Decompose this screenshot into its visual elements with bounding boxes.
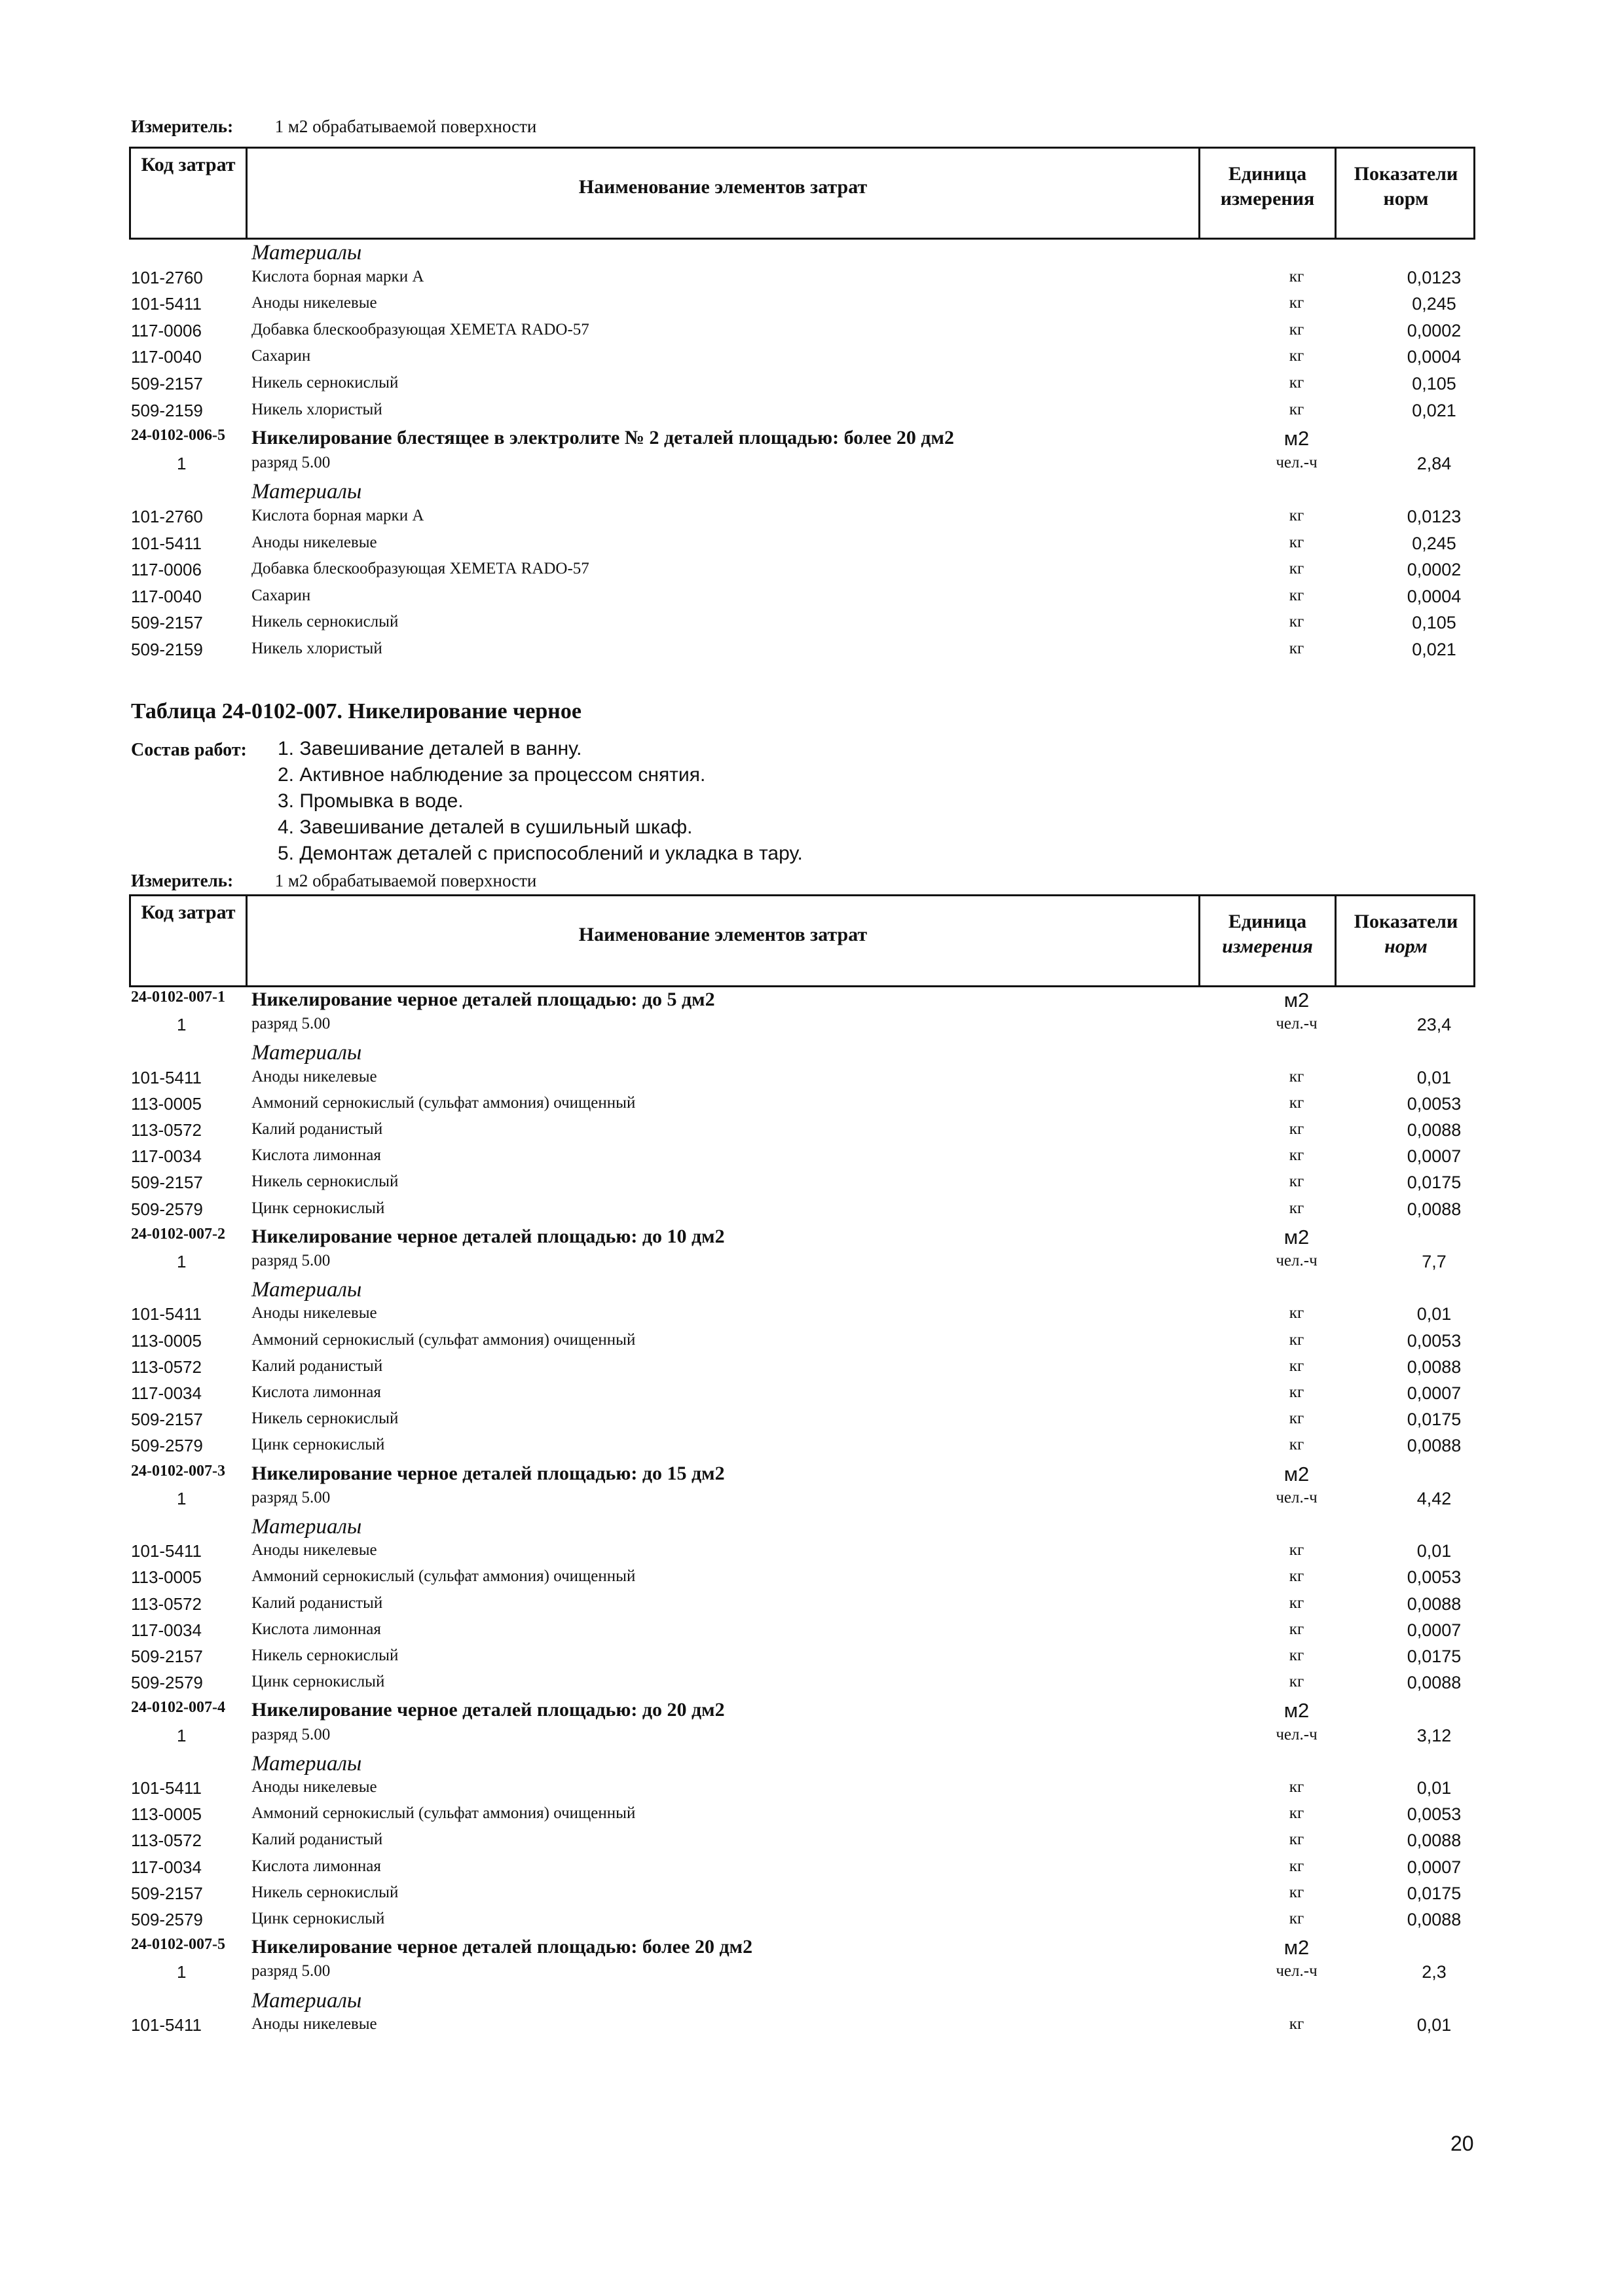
norm-value: 0,0002 — [1407, 560, 1462, 580]
cost-code: 1 — [177, 1252, 187, 1271]
unit-cell: кг — [1289, 1093, 1304, 1112]
table-row — [0, 1146, 1624, 1173]
unit-cell: кг — [1289, 1910, 1304, 1927]
cost-code: 101-5411 — [131, 1541, 202, 1561]
section-row — [0, 241, 1624, 267]
table-row — [0, 1252, 1624, 1278]
table-row — [0, 347, 1624, 373]
norm-value: 23,4 — [1416, 1015, 1452, 1035]
unit-cell: кг — [1289, 533, 1304, 551]
element-name: Аноды никелевые — [251, 2014, 377, 2033]
unit-cell: чел.-ч — [1276, 1962, 1318, 1980]
norm-value: 0,0088 — [1407, 1120, 1462, 1140]
norm-value: 0,0123 — [1407, 507, 1462, 526]
element-name: Никелирование черное деталей площадью: до 15 дм2 — [251, 1462, 725, 1484]
item-row — [0, 1936, 1624, 1962]
norm-value: 0,0007 — [1407, 1383, 1462, 1403]
table-row — [0, 321, 1624, 347]
cost-code: 117-0034 — [131, 1146, 202, 1167]
unit-cell: кг — [1289, 347, 1304, 365]
norm-value: 0,0123 — [1407, 267, 1462, 287]
norm-value: 0,0053 — [1407, 1567, 1462, 1588]
table-row — [0, 1436, 1624, 1462]
cost-code: 509-2579 — [131, 1910, 203, 1929]
element-name: Сахарин — [251, 347, 311, 365]
table-row — [0, 613, 1624, 639]
cost-code: 1 — [177, 1962, 187, 1982]
unit-cell: кг — [1289, 1173, 1304, 1191]
table-row — [0, 1857, 1624, 1884]
element-name: Кислота лимонная — [251, 1146, 381, 1165]
table-row — [0, 1804, 1624, 1831]
norm-value: 0,0053 — [1407, 1804, 1462, 1825]
norm-value: 0,0004 — [1407, 586, 1462, 606]
table-row — [0, 1910, 1624, 1936]
element-name: Цинк сернокислый — [251, 1436, 385, 1454]
table-row — [0, 1068, 1624, 1094]
cost-code: 113-0572 — [131, 1120, 202, 1140]
cost-code: 113-0572 — [131, 1831, 202, 1851]
element-name: Кислота лимонная — [251, 1857, 381, 1875]
unit-cell: кг — [1289, 1383, 1304, 1401]
section-row — [0, 1515, 1624, 1541]
table-row — [0, 1567, 1624, 1594]
unit-cell: кг — [1289, 2014, 1304, 2033]
unit-cell: кг — [1289, 1883, 1304, 1901]
section-row — [0, 1278, 1624, 1304]
norm-value: 0,245 — [1412, 533, 1456, 553]
unit-cell: кг — [1289, 400, 1304, 418]
page-number: 20 — [1450, 2132, 1474, 2155]
element-name: Цинк сернокислый — [251, 1910, 385, 1927]
unit-cell: м2 — [1283, 1936, 1310, 1959]
table-row — [0, 1726, 1624, 1752]
norm-value: 0,0088 — [1407, 1831, 1462, 1851]
element-name: Никель сернокислый — [251, 613, 399, 631]
element-name: разряд 5.00 — [251, 1962, 331, 1980]
element-name: Цинк сернокислый — [251, 1199, 385, 1217]
norm-value: 0,0175 — [1407, 1410, 1462, 1430]
norm-value: 0,0007 — [1407, 1620, 1462, 1640]
unit-cell: кг — [1289, 267, 1304, 285]
table-row — [0, 1383, 1624, 1410]
element-name: Никелирование черное деталей площадью: до 10 дм2 — [251, 1225, 725, 1247]
element-name: Аноды никелевые — [251, 533, 377, 551]
element-name: Аноды никелевые — [251, 294, 377, 312]
unit-cell: м2 — [1283, 1462, 1310, 1485]
cost-code: 117-0006 — [131, 320, 202, 340]
table-row — [0, 1357, 1624, 1383]
norm-value: 0,105 — [1412, 613, 1456, 633]
norm-value: 0,021 — [1412, 400, 1456, 420]
item-row — [0, 1226, 1624, 1252]
cost-code: 117-0034 — [131, 1383, 202, 1403]
norm-value: 0,0002 — [1407, 320, 1462, 340]
cost-code: 509-2159 — [131, 640, 203, 659]
element-name: Аммоний сернокислый (сульфат аммония) очищенный — [251, 1804, 636, 1823]
element-name: Аммоний сернокислый (сульфат аммония) очищенный — [251, 1093, 636, 1112]
item-row — [0, 1699, 1624, 1725]
unit-cell: кг — [1289, 640, 1304, 657]
unit-cell: чел.-ч — [1276, 1725, 1318, 1743]
unit-cell: кг — [1289, 1567, 1304, 1586]
unit-cell: кг — [1289, 613, 1304, 631]
section-label: Материалы — [251, 1041, 362, 1065]
element-name: Никелирование блестящее в электролите № 2 деталей площадью: более 20 дм2 — [251, 427, 954, 449]
table-row — [0, 1884, 1624, 1910]
cost-code: 113-0572 — [131, 1594, 202, 1614]
unit-cell: м2 — [1283, 427, 1310, 450]
cost-code: 117-0040 — [131, 347, 202, 367]
unit-cell: чел.-ч — [1276, 1252, 1318, 1269]
element-name: Аммоний сернокислый (сульфат аммония) очищенный — [251, 1567, 636, 1586]
unit-cell: кг — [1289, 1146, 1304, 1165]
norm-value: 0,0088 — [1407, 1357, 1462, 1377]
header2-name: Наименование элементов затрат — [578, 924, 868, 945]
cost-code: 101-5411 — [131, 294, 202, 314]
element-name: Сахарин — [251, 586, 311, 604]
unit-cell: кг — [1289, 1199, 1304, 1217]
table-row — [0, 294, 1624, 320]
table-row — [0, 560, 1624, 586]
table-row — [0, 1620, 1624, 1647]
header2-unit-b: измерения — [1222, 936, 1313, 957]
item-row — [0, 989, 1624, 1015]
table-row — [0, 1831, 1624, 1857]
table-header-2 — [129, 894, 1475, 987]
norm-value: 0,021 — [1412, 640, 1456, 659]
header-name: Наименование элементов затрат — [578, 176, 868, 198]
cost-code: 113-0005 — [131, 1093, 202, 1114]
table-row — [0, 454, 1624, 480]
header-unit-a: Единица — [1228, 163, 1307, 185]
table-row — [0, 374, 1624, 400]
table-row — [0, 534, 1624, 560]
element-name: Аноды никелевые — [251, 1067, 377, 1085]
header-unit-b: измерения — [1220, 188, 1315, 210]
table-row — [0, 1173, 1624, 1199]
cost-code: 1 — [177, 1725, 187, 1745]
norm-value: 0,0175 — [1407, 1883, 1462, 1903]
element-name: разряд 5.00 — [251, 1488, 331, 1506]
norm-value: 0,105 — [1412, 374, 1456, 393]
cost-code: 101-2760 — [131, 507, 203, 526]
table-row — [0, 1541, 1624, 1567]
element-name: Никель сернокислый — [251, 1410, 399, 1428]
table-row — [0, 1962, 1624, 1988]
unit-cell: кг — [1289, 1647, 1304, 1664]
unit-cell: м2 — [1283, 1699, 1310, 1722]
unit-cell: кг — [1289, 1067, 1304, 1085]
cost-code: 509-2157 — [131, 1883, 203, 1903]
norm-value: 0,0088 — [1407, 1673, 1462, 1693]
works-item-4: 4. Завешивание деталей в сушильный шкаф. — [278, 816, 693, 838]
cost-code: 24-0102-007-4 — [131, 1699, 225, 1717]
norm-value: 0,0053 — [1407, 1093, 1462, 1114]
header2-unit-a: Единица — [1228, 911, 1307, 932]
table-row — [0, 1331, 1624, 1357]
element-name: Никель хлористый — [251, 640, 382, 657]
element-name: Никель сернокислый — [251, 1173, 399, 1191]
element-name: Аноды никелевые — [251, 1541, 377, 1559]
section-label: Материалы — [251, 480, 362, 504]
table-row — [0, 401, 1624, 427]
table-row — [0, 1489, 1624, 1515]
table-row — [0, 268, 1624, 294]
unit-cell: кг — [1289, 374, 1304, 392]
cost-code: 101-5411 — [131, 533, 202, 553]
cost-code: 509-2157 — [131, 613, 203, 633]
section-row — [0, 1041, 1624, 1067]
table-row — [0, 1304, 1624, 1330]
works-item-1: 1. Завешивание деталей в ванну. — [278, 738, 582, 759]
element-name: Кислота лимонная — [251, 1383, 381, 1401]
meter-line-2 — [131, 871, 536, 891]
element-name: Кислота борная марки А — [251, 267, 424, 285]
meter-label-2: Измеритель: — [131, 871, 234, 890]
norm-value: 0,01 — [1416, 1541, 1452, 1561]
unit-cell: кг — [1289, 1304, 1304, 1322]
cost-code: 509-2157 — [131, 1173, 203, 1193]
section-label: Материалы — [251, 1751, 362, 1776]
element-name: Цинк сернокислый — [251, 1673, 385, 1691]
cost-code: 509-2579 — [131, 1436, 203, 1456]
cost-code: 1 — [177, 1488, 187, 1508]
element-name: разряд 5.00 — [251, 453, 331, 471]
element-name: Калий роданистый — [251, 1120, 383, 1138]
section-label: Материалы — [251, 1278, 362, 1302]
norm-value: 0,0053 — [1407, 1330, 1462, 1351]
norm-value: 2,3 — [1422, 1962, 1447, 1982]
unit-cell: кг — [1289, 1594, 1304, 1612]
section-row — [0, 480, 1624, 506]
unit-cell: кг — [1289, 1120, 1304, 1138]
cost-code: 509-2157 — [131, 374, 203, 393]
works-item-2: 2. Активное наблюдение за процессом снятия. — [278, 764, 706, 786]
element-name: Аноды никелевые — [251, 1304, 377, 1322]
unit-cell: кг — [1289, 1330, 1304, 1349]
table-row — [0, 1199, 1624, 1226]
unit-cell: кг — [1289, 1410, 1304, 1428]
norm-value: 0,01 — [1416, 2014, 1452, 2035]
norm-value: 2,84 — [1416, 453, 1452, 473]
element-name: Никелирование черное деталей площадью: до 20 дм2 — [251, 1699, 725, 1721]
section-row — [0, 1752, 1624, 1778]
table-row — [0, 1410, 1624, 1436]
element-name: Никелирование черное деталей площадью: более 20 дм2 — [251, 1936, 753, 1958]
works-label: Состав работ: — [131, 740, 247, 760]
unit-cell: кг — [1289, 320, 1304, 338]
element-name: Никель сернокислый — [251, 374, 399, 392]
header2-code: Код затрат — [141, 902, 236, 923]
cost-code: 1 — [177, 1015, 187, 1035]
header2-norm-a: Показатели — [1354, 911, 1458, 932]
cost-code: 24-0102-007-1 — [131, 989, 225, 1006]
table-row — [0, 587, 1624, 613]
table-row — [0, 1594, 1624, 1620]
meter-value-2: 1 м2 обрабатываемой поверхности — [274, 871, 537, 890]
section-label: Материалы — [251, 1988, 362, 2013]
element-name: разряд 5.00 — [251, 1725, 331, 1743]
unit-cell: кг — [1289, 1804, 1304, 1823]
unit-cell: чел.-ч — [1276, 1488, 1318, 1506]
element-name: Кислота лимонная — [251, 1620, 381, 1638]
element-name: разряд 5.00 — [251, 1015, 331, 1033]
cost-code: 117-0034 — [131, 1620, 202, 1640]
unit-cell: кг — [1289, 1831, 1304, 1849]
unit-cell: кг — [1289, 1541, 1304, 1559]
cost-code: 101-5411 — [131, 1067, 202, 1087]
element-name: Никелирование черное деталей площадью: до 5 дм2 — [251, 989, 715, 1010]
cost-code: 101-5411 — [131, 2014, 202, 2035]
element-name: Никель сернокислый — [251, 1883, 399, 1901]
element-name: Никель хлористый — [251, 400, 382, 418]
norm-value: 0,0088 — [1407, 1199, 1462, 1219]
unit-cell: кг — [1289, 1357, 1304, 1375]
meter-label: Измеритель: — [131, 117, 234, 136]
norm-value: 0,0088 — [1407, 1910, 1462, 1929]
cost-code: 509-2579 — [131, 1199, 203, 1219]
header2-norm-b: норм — [1384, 936, 1428, 957]
norm-value: 0,0088 — [1407, 1594, 1462, 1614]
unit-cell: кг — [1289, 1778, 1304, 1796]
cost-code: 509-2579 — [131, 1673, 203, 1693]
norm-value: 0,01 — [1416, 1067, 1452, 1087]
cost-code: 24-0102-007-5 — [131, 1936, 225, 1954]
element-name: Аммоний сернокислый (сульфат аммония) очищенный — [251, 1330, 636, 1349]
header-norm-a: Показатели — [1354, 163, 1458, 185]
unit-cell: кг — [1289, 507, 1304, 524]
cost-code: 24-0102-007-3 — [131, 1462, 225, 1480]
header-code: Код затрат — [141, 154, 236, 175]
norm-value: 0,01 — [1416, 1304, 1452, 1324]
table-row — [0, 1015, 1624, 1041]
element-name: Калий роданистый — [251, 1831, 383, 1849]
element-name: Никель сернокислый — [251, 1647, 399, 1664]
section-label: Материалы — [251, 1515, 362, 1539]
cost-code: 113-0005 — [131, 1567, 202, 1588]
table-row — [0, 2015, 1624, 2041]
unit-cell: м2 — [1283, 1225, 1310, 1248]
item-row — [0, 427, 1624, 453]
cost-code: 101-5411 — [131, 1778, 202, 1798]
element-name: Калий роданистый — [251, 1357, 383, 1375]
table-row — [0, 1673, 1624, 1699]
element-name: Калий роданистый — [251, 1594, 383, 1612]
unit-cell: кг — [1289, 560, 1304, 578]
norm-value: 0,0088 — [1407, 1436, 1462, 1456]
norm-value: 0,0004 — [1407, 347, 1462, 367]
cost-code: 117-0034 — [131, 1857, 202, 1877]
unit-cell: кг — [1289, 1673, 1304, 1691]
unit-cell: кг — [1289, 294, 1304, 312]
element-name: разряд 5.00 — [251, 1252, 331, 1269]
table-row — [0, 1120, 1624, 1146]
unit-cell: м2 — [1283, 989, 1310, 1011]
unit-cell: кг — [1289, 1857, 1304, 1875]
norm-value: 0,245 — [1412, 294, 1456, 314]
norm-value: 0,01 — [1416, 1778, 1452, 1798]
section-label: Материалы — [251, 241, 362, 264]
cost-code: 117-0006 — [131, 560, 202, 580]
table-row — [0, 507, 1624, 533]
cost-code: 113-0005 — [131, 1804, 202, 1825]
table-row — [0, 640, 1624, 666]
works-item-5: 5. Демонтаж деталей с приспособлений и укладка в тару. — [278, 843, 803, 864]
table-row — [0, 1094, 1624, 1120]
cost-code: 24-0102-007-2 — [131, 1225, 225, 1243]
norm-value: 3,12 — [1416, 1725, 1452, 1745]
norm-value: 0,0007 — [1407, 1857, 1462, 1877]
cost-code: 117-0040 — [131, 586, 202, 606]
meter-line-1 — [131, 117, 536, 137]
unit-cell: кг — [1289, 1436, 1304, 1454]
element-name: Кислота борная марки А — [251, 507, 424, 524]
unit-cell: кг — [1289, 1620, 1304, 1638]
table-header-1 — [129, 147, 1475, 240]
cost-code: 113-0572 — [131, 1357, 202, 1377]
meter-value: 1 м2 обрабатываемой поверхности — [274, 117, 537, 136]
norm-value: 4,42 — [1416, 1488, 1452, 1508]
cost-code: 101-5411 — [131, 1304, 202, 1324]
table-row — [0, 1778, 1624, 1804]
cost-code: 509-2159 — [131, 400, 203, 420]
element-name: Добавка блескообразующая ХЕМЕТА RADO-57 — [251, 560, 589, 578]
norm-value: 0,0175 — [1407, 1647, 1462, 1666]
cost-code: 24-0102-006-5 — [131, 427, 225, 445]
element-name: Добавка блескообразующая ХЕМЕТА RADO-57 — [251, 320, 589, 338]
norm-value: 0,0007 — [1407, 1146, 1462, 1167]
section-row — [0, 1989, 1624, 2015]
cost-code: 1 — [177, 453, 187, 473]
norm-value: 7,7 — [1422, 1252, 1447, 1271]
header-norm-b: норм — [1383, 188, 1429, 210]
table-title: Таблица 24-0102-007. Никелирование черное — [131, 699, 581, 723]
cost-code: 101-2760 — [131, 267, 203, 287]
cost-code: 509-2157 — [131, 1410, 203, 1430]
element-name: Аноды никелевые — [251, 1778, 377, 1796]
item-row — [0, 1463, 1624, 1489]
works-item-3: 3. Промывка в воде. — [278, 790, 464, 812]
cost-code: 113-0005 — [131, 1330, 202, 1351]
norm-value: 0,0175 — [1407, 1173, 1462, 1193]
unit-cell: кг — [1289, 586, 1304, 604]
unit-cell: чел.-ч — [1276, 453, 1318, 471]
cost-code: 509-2157 — [131, 1647, 203, 1666]
table-row — [0, 1647, 1624, 1673]
unit-cell: чел.-ч — [1276, 1015, 1318, 1033]
